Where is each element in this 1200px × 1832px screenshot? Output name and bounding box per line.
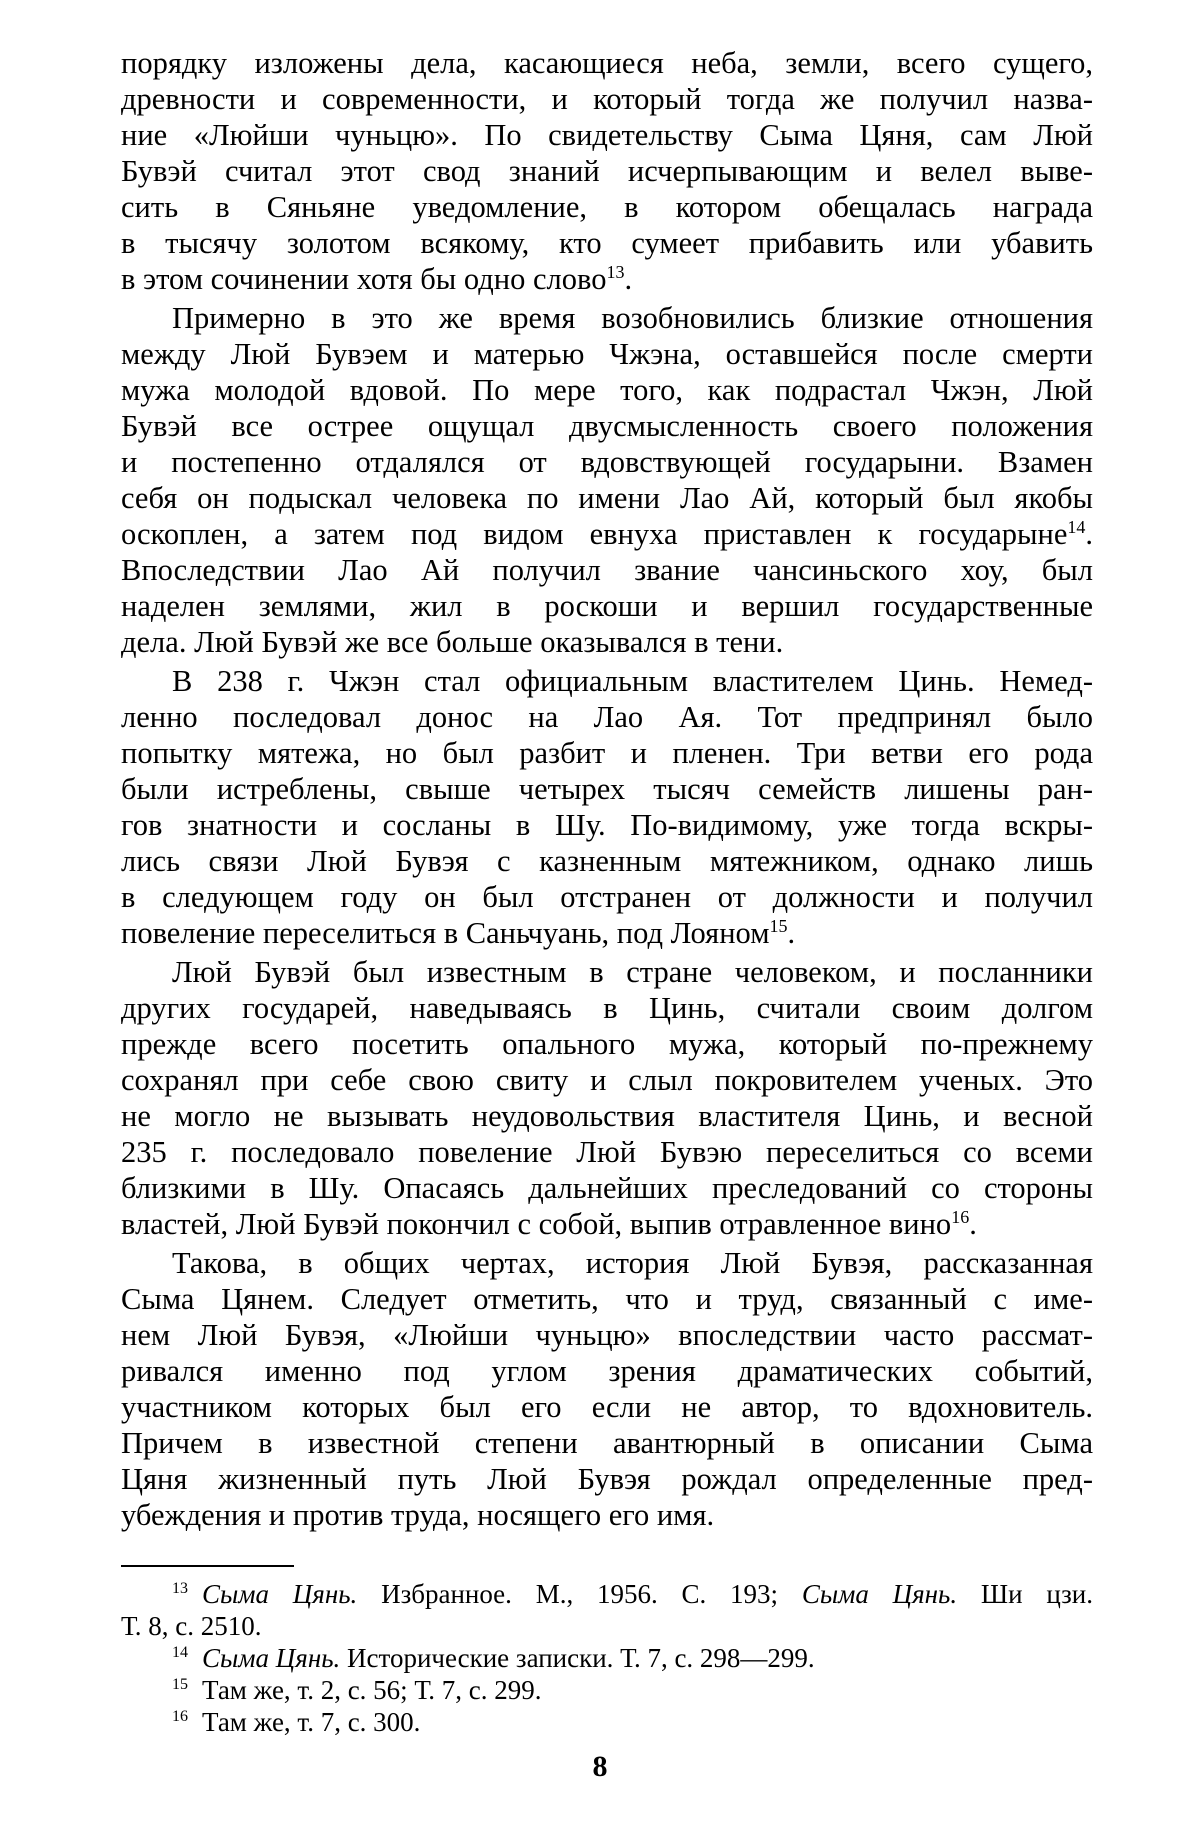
text-line: в этом сочинении хотя бы одно слово$^{13}$. — [121, 262, 633, 296]
footnote-ref: 16 — [951, 1207, 970, 1227]
text-line: Сыма Цянем. Следует отметить, что и труд, связанный с име- — [121, 1282, 1093, 1316]
text-line: повеление переселиться в Саньчуань, под Лояном$^{15}$. — [121, 916, 796, 950]
text-line: порядку изложены дела, касающиеся неба, земли, всего сущего, — [121, 46, 1093, 80]
footnote-mark: 16 — [172, 1708, 188, 1725]
footnote-13: $^{13}$ Сыма Цянь. Избранное. М., 1956. С. 193; Сыма Цянь. Ши цзи. — [172, 1579, 1093, 1609]
text-line: нем Люй Бувэя, «Люйши чуньцю» впоследствии часто рассмат- — [121, 1318, 1093, 1352]
footnote-mark: 14 — [172, 1644, 188, 1661]
footnote-14: $^{14}$ Сыма Цянь. Исторические записки. Т. 7, с. 298—299. — [172, 1643, 815, 1673]
text-line: убеждения и против труда, носящего его имя. — [121, 1498, 715, 1532]
text-line: сить в Сяньяне уведомление, в котором обещалась награда — [121, 190, 1093, 224]
text-line: Такова, в общих чертах, история Люй Бувэя, рассказанная — [172, 1246, 1093, 1280]
text-line: Причем в известной степени авантюрный в описании Сыма — [121, 1426, 1093, 1460]
text-line: ривался именно под углом зрения драматических событий, — [121, 1354, 1093, 1388]
text-line: Цяня жизненный путь Люй Бувэя рождал определенные пред- — [121, 1462, 1093, 1496]
text-line: Примерно в это же время возобновились близкие отношения — [172, 301, 1093, 335]
text-line: В 238 г. Чжэн стал официальным властителем Цинь. Немед- — [172, 664, 1093, 698]
text-line: лись связи Люй Бувэя с казненным мятежником, однако лишь — [121, 844, 1093, 878]
footnote-author: Сыма Цянь. — [801, 1579, 958, 1609]
text-line: древности и современности, и который тогда же получил назва- — [121, 82, 1093, 116]
footnote-13-continuation: Т. 8, с. 2510. — [121, 1611, 262, 1641]
text-line: Бувэй все острее ощущал двусмысленность своего положения — [121, 409, 1093, 443]
text-line: ленно последовал донос на Лао Ая. Тот предпринял было — [121, 700, 1093, 734]
footnote-author: Сыма Цянь. — [202, 1579, 358, 1609]
text-line: были истреблены, свыше четырех тысяч семейств лишены ран- — [121, 772, 1093, 806]
footnote-ref: 15 — [769, 916, 788, 936]
text-line: наделен землями, жил в роскоши и вершил государственные — [121, 589, 1093, 623]
text-line: мужа молодой вдовой. По мере того, как подрастал Чжэн, Люй — [121, 373, 1093, 407]
text-line: гов знатности и сосланы в Шу. По-видимому, уже тогда вскры- — [121, 808, 1093, 842]
text-line: себя он подыскал человека по имени Лао Ай, который был якобы — [121, 481, 1093, 515]
text-line: оскоплен, а затем под видом евнуха приставлен к государыне$^{14}$. — [121, 517, 1093, 551]
footnote-ref: 14 — [1067, 517, 1086, 537]
text-line: других государей, наведываясь в Цинь, считали своим долгом — [121, 991, 1093, 1025]
text-line: дела. Люй Бувэй же все больше оказывался в тени. — [121, 625, 784, 659]
text-line: ние «Люйши чуньцю». По свидетельству Сыма Цяня, сам Люй — [121, 118, 1093, 152]
text-line: Люй Бувэй был известным в стране человеком, и посланники — [172, 955, 1093, 989]
footnote-ref: 13 — [606, 262, 625, 282]
footnote-mark: 15 — [172, 1676, 188, 1693]
text-line: попытку мятежа, но был разбит и пленен. Три ветви его рода — [121, 736, 1093, 770]
text-line: не могло не вызывать неудовольствия властителя Цинь, и весной — [121, 1099, 1093, 1133]
text-line: участником которых был его если не автор, то вдохновитель. — [121, 1390, 1093, 1424]
text-line: Впоследствии Лао Ай получил звание чансиньского хоу, был — [121, 553, 1093, 587]
footnote-divider — [121, 1565, 294, 1567]
text-line: 235 г. последовало повеление Люй Бувэю переселиться со всеми — [121, 1135, 1093, 1169]
text-line: сохранял при себе свою свиту и слыл покровителем ученых. Это — [121, 1063, 1093, 1097]
footnote-15: $^{15}$ Там же, т. 2, с. 56; Т. 7, с. 299. — [172, 1675, 542, 1705]
footnote-author: Сыма Цянь. — [202, 1643, 341, 1673]
text-line: между Люй Бувэем и матерью Чжэна, оставшейся после смерти — [121, 337, 1093, 371]
text-line: и постепенно отдалялся от вдовствующей государыни. Взамен — [121, 445, 1093, 479]
footnote-16: $^{16}$ Там же, т. 7, с. 300. — [172, 1707, 421, 1737]
text-line: близкими в Шу. Опасаясь дальнейших преследований со стороны — [121, 1171, 1093, 1205]
text-line: властей, Люй Бувэй покончил с собой, выпив отравленное вино$^{16}$. — [121, 1207, 977, 1241]
page-number: 8 — [592, 1750, 608, 1783]
text-line: прежде всего посетить опального мужа, который по-прежнему — [121, 1027, 1093, 1061]
text-line: в следующем году он был отстранен от должности и получил — [121, 880, 1093, 914]
text-line: в тысячу золотом всякому, кто сумеет прибавить или убавить — [121, 226, 1093, 260]
text-line: Бувэй считал этот свод знаний исчерпывающим и велел выве- — [121, 154, 1093, 188]
footnote-mark: 13 — [172, 1580, 188, 1597]
